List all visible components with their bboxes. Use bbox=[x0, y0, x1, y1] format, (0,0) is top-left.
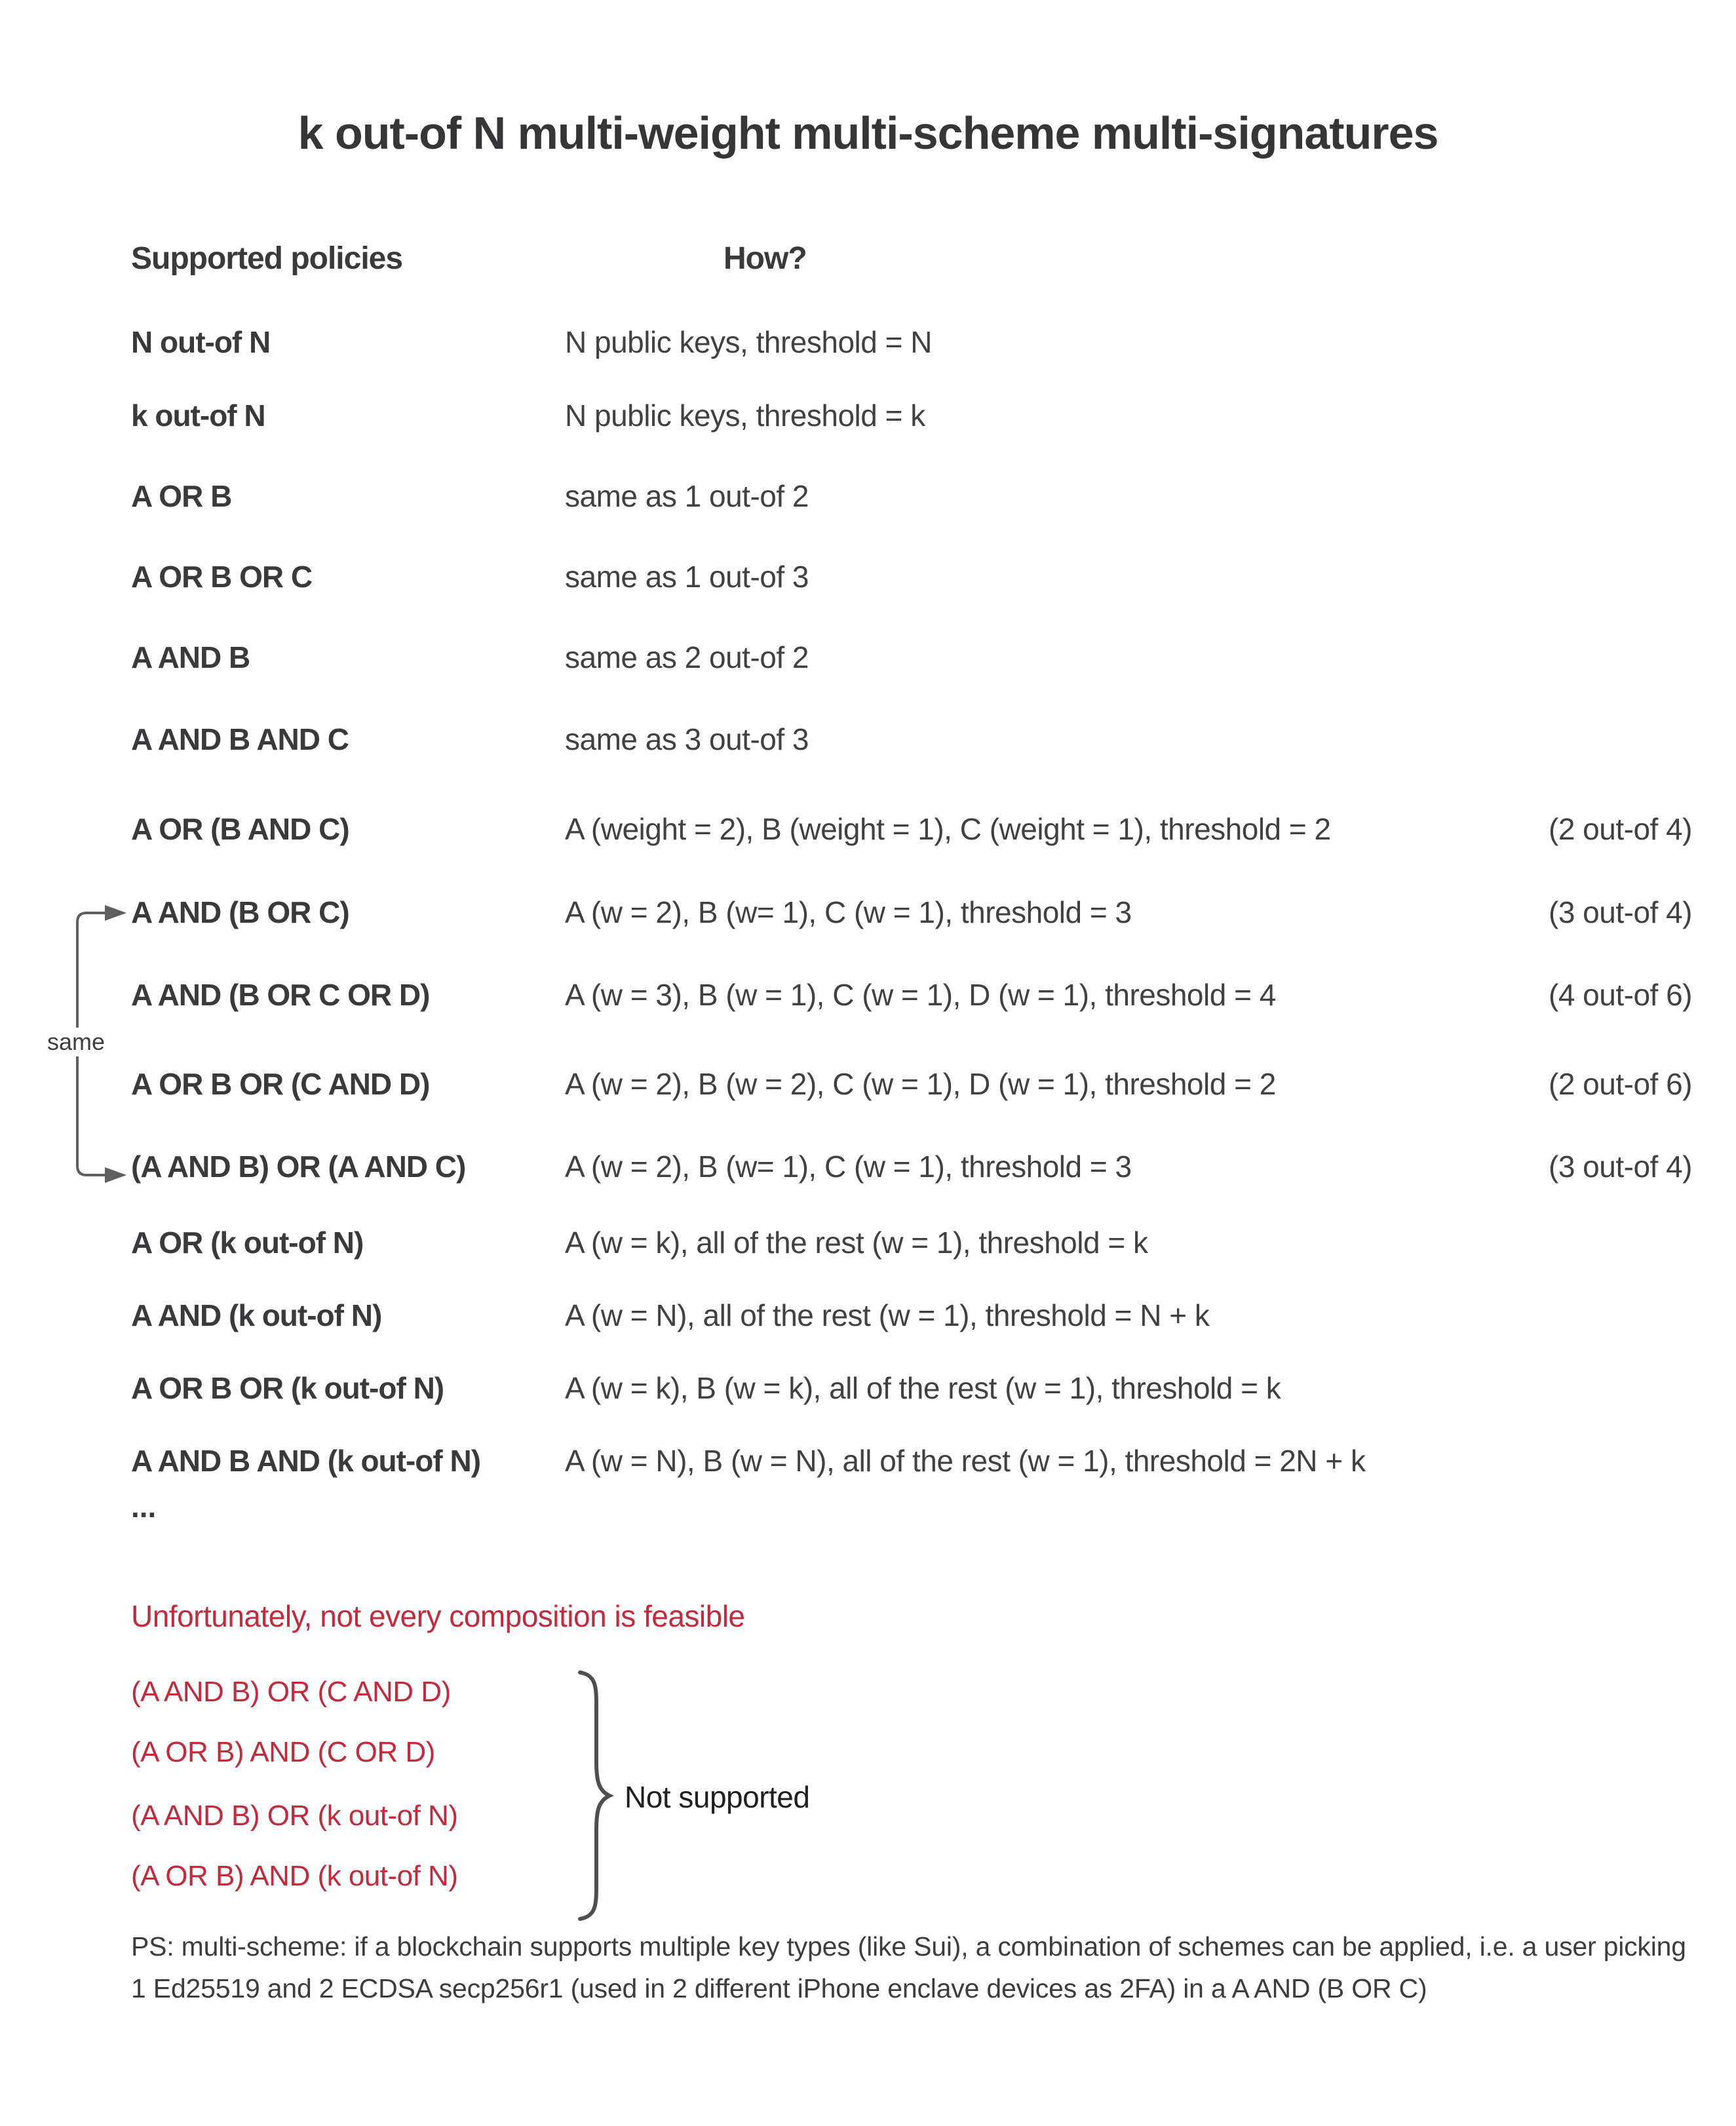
policy-label: A OR (k out-of N) bbox=[131, 1226, 364, 1260]
policy-label: A OR B bbox=[131, 479, 232, 513]
table-row bbox=[0, 976, 1736, 1013]
table-row bbox=[0, 1148, 1736, 1185]
how-text: A (w = k), all of the rest (w = 1), threshold = k bbox=[565, 1226, 1148, 1260]
how-text: N public keys, threshold = k bbox=[565, 398, 925, 433]
table-row bbox=[0, 1297, 1736, 1334]
equivalence-note: (3 out-of 4) bbox=[1549, 1150, 1692, 1184]
equivalence-note: (4 out-of 6) bbox=[1549, 978, 1692, 1012]
policy-label: A AND (B OR C) bbox=[131, 895, 349, 929]
table-row bbox=[0, 721, 1736, 758]
policy-label: N out-of N bbox=[131, 325, 271, 359]
infeasible-item: (A OR B) AND (k out-of N) bbox=[131, 1860, 458, 1892]
table-row bbox=[0, 639, 1736, 676]
policy-label: A OR B OR (C AND D) bbox=[131, 1067, 430, 1101]
equivalence-note: (3 out-of 4) bbox=[1549, 895, 1692, 929]
policy-label: A AND B AND (k out-of N) bbox=[131, 1444, 481, 1478]
policy-label: A OR B OR (k out-of N) bbox=[131, 1371, 444, 1405]
equivalence-note: (2 out-of 4) bbox=[1549, 812, 1692, 846]
how-text: A (w = N), B (w = N), all of the rest (w = 1), threshold = 2N + k bbox=[565, 1444, 1366, 1478]
ps-note: PS: multi-scheme: if a blockchain supports multiple key types (like Sui), a combination of schemes can be applied, i.e. a user picking 1 Ed25519 and 2 ECDSA secp256r1 (used in 2 different iPhone enclave devices as 2FA) in a A AND (B OR C) bbox=[131, 1931, 1686, 2003]
table-row bbox=[0, 1442, 1736, 1479]
table-row bbox=[0, 811, 1736, 847]
how-text: A (w = 3), B (w = 1), C (w = 1), D (w = 1), threshold = 4 bbox=[565, 978, 1276, 1012]
column-header-how: How? bbox=[723, 241, 807, 276]
how-text: same as 3 out-of 3 bbox=[565, 722, 809, 756]
table-row bbox=[0, 1066, 1736, 1102]
infeasible-heading: Unfortunately, not every composition is feasible bbox=[131, 1599, 745, 1633]
column-header-supported-policies: Supported policies bbox=[131, 241, 403, 276]
policy-label: (A AND B) OR (A AND C) bbox=[131, 1150, 466, 1184]
table-row bbox=[0, 324, 1736, 360]
equivalence-note: (2 out-of 6) bbox=[1549, 1067, 1692, 1101]
table-row bbox=[0, 558, 1736, 595]
how-text: N public keys, threshold = N bbox=[565, 325, 932, 359]
how-text: same as 1 out-of 3 bbox=[565, 560, 809, 594]
table-row bbox=[0, 397, 1736, 434]
how-text: A (w = N), all of the rest (w = 1), threshold = N + k bbox=[565, 1298, 1210, 1332]
policy-label: A AND (B OR C OR D) bbox=[131, 978, 430, 1012]
how-text: same as 2 out-of 2 bbox=[565, 640, 809, 674]
how-text: same as 1 out-of 2 bbox=[565, 479, 809, 513]
not-supported-label: Not supported bbox=[625, 1780, 810, 1814]
infeasible-item: (A AND B) OR (k out-of N) bbox=[131, 1800, 458, 1832]
infeasible-item: (A OR B) AND (C OR D) bbox=[131, 1736, 435, 1768]
how-text: A (w = k), B (w = k), all of the rest (w = 1), threshold = k bbox=[565, 1371, 1281, 1405]
how-text: A (w = 2), B (w= 1), C (w = 1), threshold = 3 bbox=[565, 1150, 1132, 1184]
policy-label: A AND B bbox=[131, 640, 250, 674]
policy-label: A OR (B AND C) bbox=[131, 812, 349, 846]
curly-brace bbox=[573, 1665, 626, 1927]
policy-label: A AND (k out-of N) bbox=[131, 1298, 382, 1332]
same-label: same bbox=[43, 1028, 109, 1056]
infeasible-item: (A AND B) OR (C AND D) bbox=[131, 1676, 451, 1708]
table-row bbox=[0, 478, 1736, 514]
ellipsis: ... bbox=[131, 1490, 157, 1524]
arrowhead-bottom bbox=[105, 1167, 126, 1183]
how-text: A (w = 2), B (w= 1), C (w = 1), threshold = 3 bbox=[565, 895, 1132, 929]
arrowhead-top bbox=[105, 905, 126, 921]
how-text: A (w = 2), B (w = 2), C (w = 1), D (w = 1), threshold = 2 bbox=[565, 1067, 1276, 1101]
page-title: k out-of N multi-weight multi-scheme multi-signatures bbox=[298, 107, 1438, 159]
table-row bbox=[0, 894, 1736, 931]
policy-label: k out-of N bbox=[131, 398, 265, 433]
table-row bbox=[0, 1224, 1736, 1261]
how-text: A (weight = 2), B (weight = 1), C (weight = 1), threshold = 2 bbox=[565, 812, 1331, 846]
policy-label: A AND B AND C bbox=[131, 722, 349, 756]
table-row bbox=[0, 1370, 1736, 1406]
policy-label: A OR B OR C bbox=[131, 560, 313, 594]
